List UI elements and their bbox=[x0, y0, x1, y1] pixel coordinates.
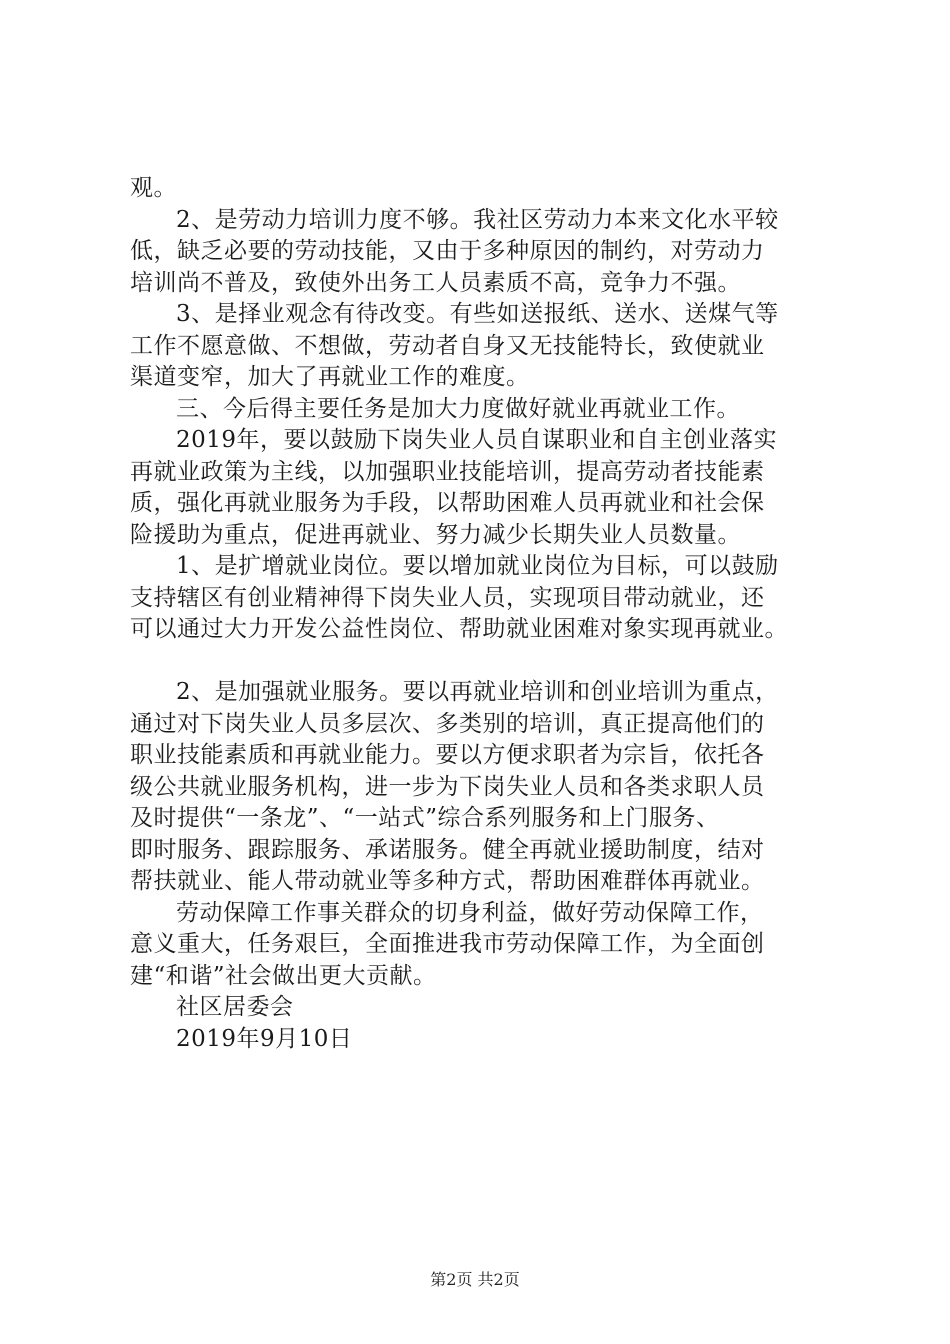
text-line: 险援助为重点，促进再就业、努力减少长期失业人员数量。 bbox=[130, 521, 741, 548]
paragraph-line: 3、是择业观念有待改变。有些如送报纸、送水、送煤气等 bbox=[176, 301, 779, 327]
text-line: 再就业政策为主线，以加强职业技能培训，提高劳动者技能素 bbox=[130, 458, 765, 485]
paragraph-line: 劳动保障工作事关群众的切身利益，做好劳动保障工作， bbox=[176, 899, 764, 926]
text-line: 工作不愿意做、不想做，劳动者自身又无技能特长，致使就业 bbox=[130, 332, 765, 359]
paragraph-line: 2019年，要以鼓励下岗失业人员自谋职业和自主创业落实 bbox=[176, 427, 778, 453]
text-line: 观。 bbox=[130, 175, 177, 201]
text-line: 职业技能素质和再就业能力。要以方便求职者为宗旨，依托各 bbox=[130, 742, 765, 768]
signature-organization: 社区居委会 bbox=[176, 994, 294, 1020]
paragraph-line: 2、是劳动力培训力度不够。我社区劳动力本来文化水平较 bbox=[176, 206, 779, 233]
paragraph-line: 1、是扩增就业岗位。要以增加就业岗位为目标，可以鼓励 bbox=[176, 553, 779, 579]
text-line: 可以通过大力开发公益性岗位、帮助就业困难对象实现再就业。 bbox=[130, 616, 788, 642]
blank-line bbox=[130, 646, 850, 678]
paragraph-line: 2、是加强就业服务。要以再就业培训和创业培训为重点， bbox=[176, 679, 779, 705]
text-line: 级公共就业服务机构，进一步为下岗失业人员和各类求职人员 bbox=[130, 773, 765, 800]
text-line: 渠道变窄，加大了再就业工作的难度。 bbox=[130, 364, 530, 390]
text-line: 培训尚不普及，致使外出务工人员素质不高，竞争力不强。 bbox=[130, 269, 741, 296]
section-heading: 三、今后得主要任务是加大力度做好就业再就业工作。 bbox=[176, 395, 740, 422]
signature-date: 2019年9月10日 bbox=[176, 1025, 353, 1052]
text-line: 质，强化再就业服务为手段，以帮助困难人员再就业和社会保 bbox=[130, 490, 765, 516]
text-line: 建“和谐”社会做出更大贡献。 bbox=[130, 962, 437, 989]
text-line: 即时服务、跟踪服务、承诺服务。健全再就业援助制度，结对 bbox=[130, 836, 765, 863]
page-number: 第2页 共2页 bbox=[430, 1270, 520, 1289]
document-body bbox=[130, 173, 850, 1055]
text-line: 支持辖区有创业精神得下岗失业人员，实现项目带动就业，还 bbox=[130, 584, 765, 611]
text-line: 通过对下岗失业人员多层次、多类别的培训，真正提高他们的 bbox=[130, 710, 765, 737]
text-line: 意义重大，任务艰巨，全面推进我市劳动保障工作，为全面创 bbox=[130, 931, 765, 957]
text-line: 及时提供“一条龙”、“一站式”综合系列服务和上门服务、 bbox=[130, 805, 720, 831]
text-line: 帮扶就业、能人带动就业等多种方式，帮助困难群体再就业。 bbox=[130, 868, 765, 894]
text-line: 低，缺乏必要的劳动技能，又由于多种原因的制约，对劳动力 bbox=[130, 238, 765, 264]
